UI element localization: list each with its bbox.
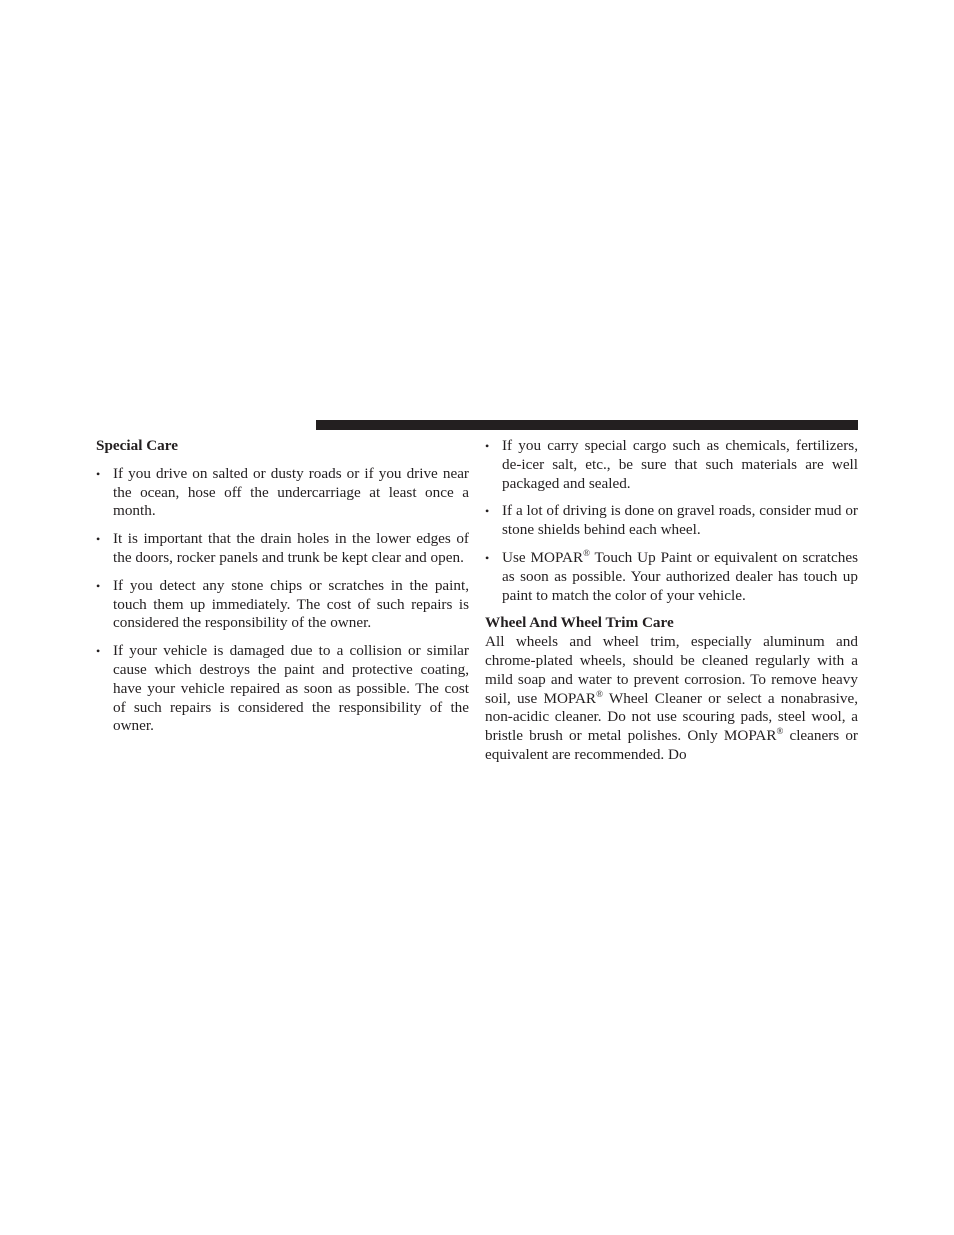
list-item [96,577,469,633]
bullet-icon: • [96,578,101,593]
registered-mark: ® [583,547,590,558]
list-item [96,642,469,736]
bullet-icon: • [485,439,490,453]
wheel-care-heading: Wheel And Wheel Trim Care [485,614,674,632]
bullet-icon: • [96,644,101,659]
bullet-icon: • [485,504,490,519]
list-item-text: If you drive on salted or dusty roads or if you drive near the ocean, hose off the undercarriage at least once a month. [113,464,469,520]
bullet-icon: • [96,532,101,547]
special-care-list [96,465,469,736]
list-item [485,502,858,540]
bullet-icon: • [485,550,490,565]
wheel-care-paragraph: All wheels and wheel trim, especially aluminum and chrome-plated wheels, should be cleaned regularly with a mild soap and water to prevent corrosion. To remove heavy soil, use MOPAR® Wheel Cleaner or select a nonabrasive, non-acidic cleaner. Do not use scouring pads, steel wool, a bristle brush or metal polishes. Only MOPAR® cleaners or equivalent are recommended. Do [485,633,858,763]
list-item-text: If you detect any stone chips or scratches in the paint, touch them up immediately. The cost of such repairs is considered the responsibility of the owner. [113,576,469,632]
registered-mark: ® [776,726,784,737]
list-item-text: If a lot of driving is done on gravel roads, consider mud or stone shields behind each wheel. [502,502,858,539]
list-item [96,530,469,568]
bullet-icon: • [96,466,101,481]
list-item [96,465,469,521]
left-column [96,437,469,745]
right-column [485,437,858,765]
list-item-text: Use MOPAR® Touch Up Paint or equivalent on scratches as soon as possible. Your authorized dealer has touch up paint to match the color of your vehicle. [502,547,858,604]
list-item [485,437,858,493]
list-item [485,549,858,605]
registered-mark: ® [596,688,603,699]
list-item-text: It is important that the drain holes in the lower edges of the doors, rocker panels and trunk be kept clear and open. [113,530,469,566]
list-item-text: If your vehicle is damaged due to a collision or similar cause which destroys the paint and protective coating, have your vehicle repaired as soon as possible. The cost of such repairs is considered the responsibility of the owner. [113,642,469,735]
header-rule [316,420,858,430]
list-item-text: If you carry special cargo such as chemicals, fertilizers, de-icer salt, etc., be sure that such materials are well packaged and sealed. [502,437,858,492]
special-care-list-continued [485,437,858,605]
special-care-heading: Special Care [96,437,178,454]
